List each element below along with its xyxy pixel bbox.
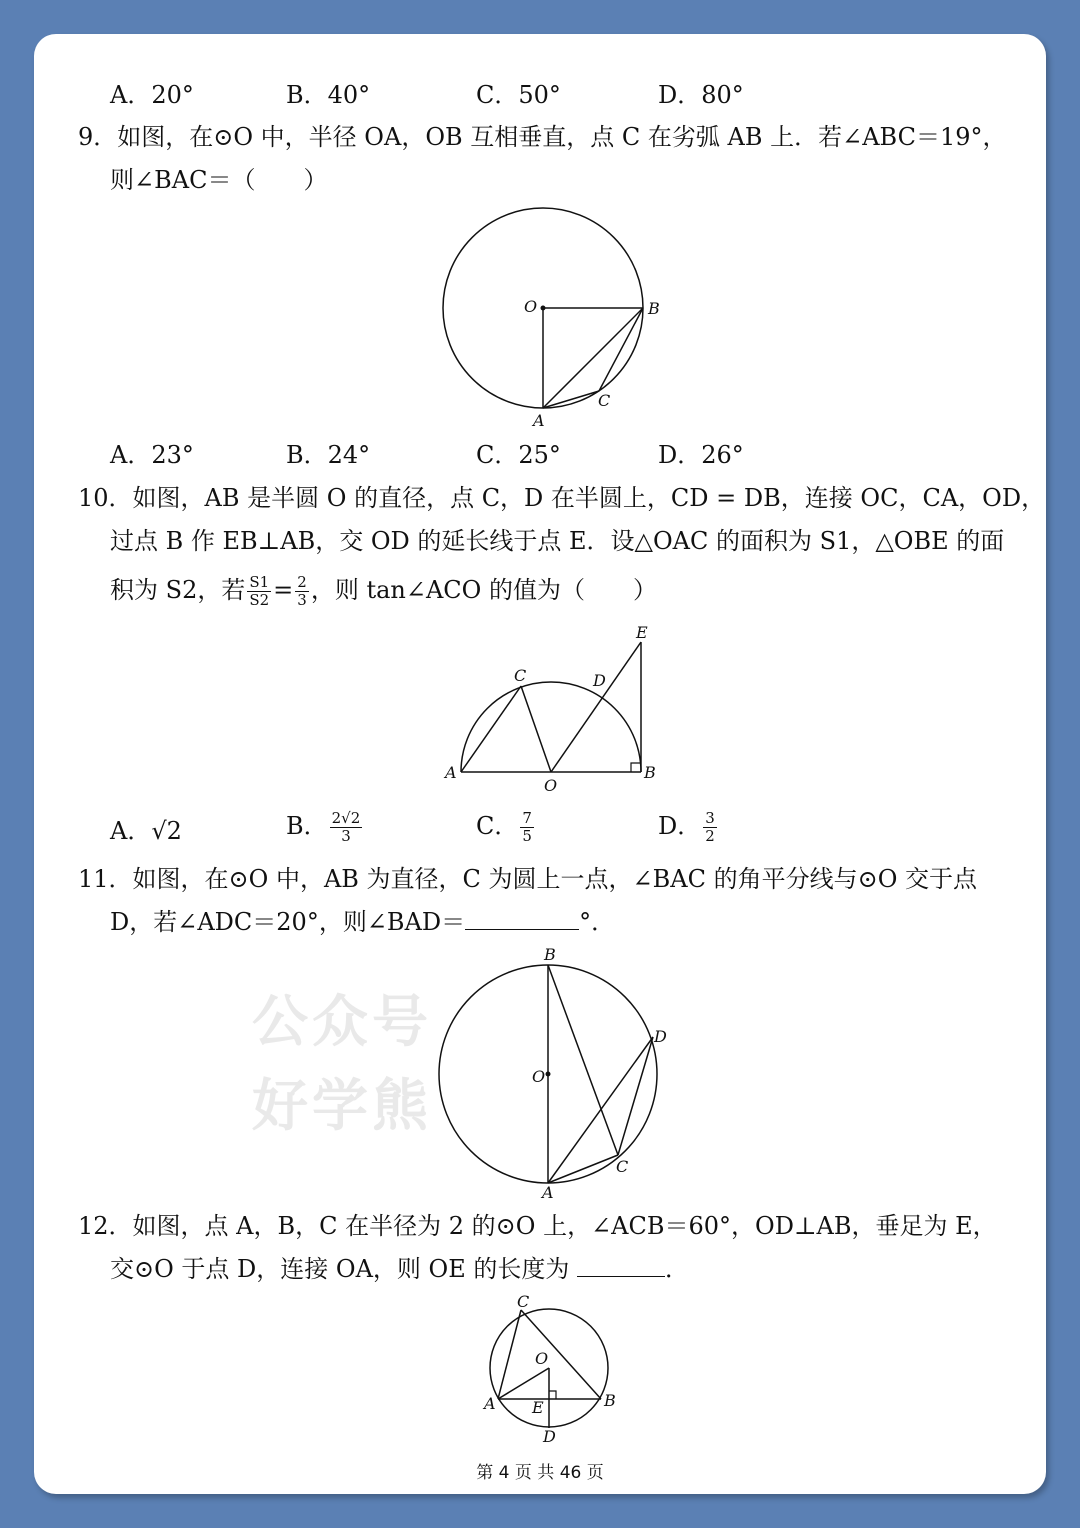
q12-line2-suffix: ．	[665, 1255, 690, 1283]
q12-segment-oa	[498, 1368, 549, 1399]
q10-label-e: E	[636, 623, 648, 642]
q8-option-a: A．20°	[110, 81, 194, 109]
q11-segment-bc	[548, 965, 618, 1155]
q10-option-c	[476, 810, 536, 845]
q9-option-d: D．26°	[658, 441, 744, 469]
q10-option-b-fraction	[330, 810, 363, 845]
q8-option-c: C．50°	[476, 81, 561, 109]
q10-segment-ac	[461, 686, 521, 772]
q10-option-c-prefix: C．	[476, 812, 519, 840]
q9-option-c: C．25°	[476, 441, 561, 469]
q12-figure	[470, 1290, 630, 1450]
q9-stem-line1: 9．如图，在⊙O 中，半径 OA，OB 互相垂直，点 C 在劣弧 AB 上．若∠ABC＝19°，	[78, 123, 1007, 151]
q10-option-a-value: √2	[151, 817, 182, 845]
q10-option-b	[286, 810, 364, 845]
q8-option-b: B．40°	[286, 81, 371, 109]
q11-center-dot	[546, 1072, 551, 1077]
q11-label-b: B	[544, 945, 556, 964]
q12-label-b: B	[604, 1391, 616, 1410]
q9-label-o: O	[524, 297, 538, 316]
q10-option-b-prefix: B．	[286, 812, 328, 840]
q10-option-b-denominator: 3	[341, 827, 351, 845]
q10-equals-sign: =	[273, 576, 294, 604]
q10-semicircle	[461, 682, 641, 772]
q11-segment-cd	[618, 1037, 653, 1155]
q12-right-angle-mark	[549, 1391, 556, 1399]
q10-ratio-denominator: S2	[249, 591, 270, 609]
q10-segment-oe	[551, 642, 641, 772]
q10-option-c-denominator: 5	[522, 827, 532, 845]
q12-label-d: D	[543, 1427, 556, 1446]
q11-answer-blank[interactable]	[465, 907, 579, 930]
q11-label-c: C	[616, 1157, 629, 1176]
q10-label-o: O	[544, 776, 558, 795]
q10-option-c-numerator: 7	[522, 809, 532, 827]
q10-area-ratio	[247, 574, 271, 609]
q10-value-numerator: 2	[297, 573, 307, 591]
q9-figure	[430, 200, 670, 440]
q12-line2-prefix: 交⊙O 于点 D，连接 OA，则 OE 的长度为	[110, 1255, 578, 1283]
q12-stem-line1: 12．如图，点 A，B，C 在半径为 2 的⊙O 上，∠ACB＝60°，OD⊥AB，垂足为 E，	[78, 1212, 997, 1240]
q11-line2-prefix: D，若∠ADC＝20°，则∠BAD＝	[110, 908, 466, 936]
q11-segment-ad	[548, 1037, 653, 1183]
q12-label-e: E	[532, 1398, 544, 1417]
q10-option-d-numerator: 3	[705, 809, 715, 827]
q10-label-d: D	[593, 671, 606, 690]
q10-option-d-fraction	[703, 810, 717, 845]
q10-ratio-numerator: S1	[249, 573, 270, 591]
q10-right-angle-mark	[631, 763, 641, 772]
q12-label-o: O	[535, 1349, 549, 1368]
q11-label-d: D	[654, 1027, 667, 1046]
watermark-line1: 公众号	[252, 990, 432, 1055]
q12-segment-cb	[521, 1310, 601, 1399]
q11-stem-line1: 11．如图，在⊙O 中，AB 为直径，C 为圆上一点，∠BAC 的角平分线与⊙O 交于点	[78, 865, 978, 893]
q10-value-denominator: 3	[297, 591, 307, 609]
q10-line3-suffix: ，则 tan∠ACO 的值为（ ）	[310, 576, 657, 604]
q10-label-a: A	[445, 763, 457, 782]
q10-option-b-numerator: 2√2	[331, 809, 361, 827]
watermark-line2: 好学熊	[252, 1074, 432, 1139]
q8-option-d: D．80°	[658, 81, 744, 109]
q12-label-a: A	[484, 1394, 496, 1413]
q10-line3-prefix: 积为 S2，若	[110, 576, 246, 604]
q10-figure	[436, 618, 666, 798]
q11-line2-suffix: °．	[579, 908, 616, 936]
q10-ratio-value	[295, 574, 309, 609]
q11-figure	[420, 942, 680, 1204]
q9-option-b: B．24°	[286, 441, 371, 469]
q10-label-c: C	[514, 666, 527, 685]
page-footer: 第 4 页 共 46 页	[476, 1463, 604, 1483]
q10-stem-line3	[110, 574, 657, 609]
q10-option-d-denominator: 2	[705, 827, 715, 845]
q10-label-b: B	[644, 763, 656, 782]
q10-stem-line1: 10．如图，AB 是半圆 O 的直径，点 C，D 在半圆上，CD = DB，连接 OC，CA，OD，	[78, 484, 1046, 512]
q11-label-o: O	[532, 1067, 546, 1086]
q10-option-a-prefix: A．	[110, 817, 152, 845]
q9-label-b: B	[648, 299, 660, 318]
q11-stem-line2	[110, 907, 615, 937]
q12-label-c: C	[517, 1292, 530, 1311]
q9-option-a: A．23°	[110, 441, 194, 469]
q11-label-a: A	[542, 1183, 554, 1202]
q9-stem-line2: 则∠BAC＝（ ）	[110, 166, 328, 194]
q10-option-d-prefix: D．	[658, 812, 702, 840]
q10-segment-co	[521, 686, 551, 772]
q10-stem-line2: 过点 B 作 EB⊥AB，交 OD 的延长线于点 E．设△OAC 的面积为 S1，△OBE 的面	[110, 527, 1005, 555]
q9-center-dot	[541, 306, 546, 311]
q10-option-d	[658, 810, 719, 845]
q12-stem-line2	[110, 1254, 689, 1284]
q10-option-a	[110, 816, 182, 846]
q9-label-a: A	[533, 411, 545, 430]
q10-option-c-fraction	[520, 810, 534, 845]
q9-segment-cb	[599, 308, 643, 391]
q9-label-c: C	[598, 391, 611, 410]
q12-answer-blank[interactable]	[577, 1254, 665, 1277]
